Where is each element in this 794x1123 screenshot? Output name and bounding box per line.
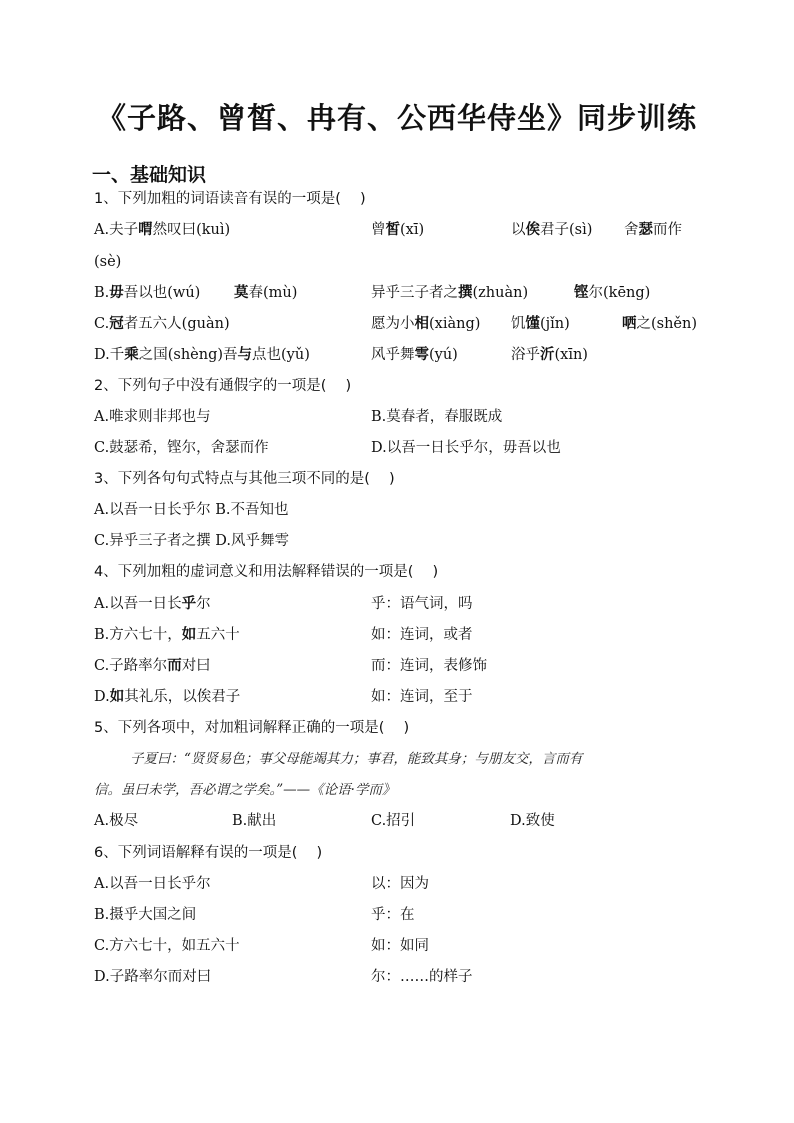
page-title: 《子路、曾皙、冉有、公西华侍坐》同步训练 bbox=[96, 101, 697, 135]
q5-passage-line-1: 子夏曰：“贤贤易色；事父母能竭其力；事君，能致其身；与朋友交，言而有 bbox=[130, 751, 583, 767]
q4-row-a bbox=[94, 591, 734, 617]
q1-option-c-item3: 饥馑(jǐn) bbox=[511, 315, 570, 332]
q5-option-d: D.致使 bbox=[510, 813, 555, 829]
q1-option-b-item2: 莫春(mù) bbox=[234, 284, 298, 301]
q3-option-ab: A.以吾一日长乎尔 B.不吾知也 bbox=[94, 502, 289, 518]
q2-row-ab bbox=[94, 404, 734, 430]
q4-row-c bbox=[94, 653, 734, 679]
q2-option-c: C.鼓瑟希，铿尔，舍瑟而作 bbox=[94, 440, 269, 456]
q1-row-a bbox=[94, 217, 734, 243]
q6-option-b: B.摄乎大国之间 bbox=[94, 907, 197, 923]
q1-option-d: D.千乘之国(shèng)吾与点也(yǔ) bbox=[94, 346, 310, 363]
q5-passage-line-2: 信。虽曰未学，吾必谓之学矣。”——《论语·学而》 bbox=[94, 782, 396, 798]
q1-option-c-item2: 愿为小相(xiàng) bbox=[371, 315, 481, 332]
q1-option-d-item2: 风乎舞雩(yú) bbox=[371, 346, 458, 363]
q1-option-a-item3: 以俟君子(sì) bbox=[511, 221, 593, 238]
q2-option-a: A.唯求则非邦也与 bbox=[94, 409, 211, 425]
q5-option-a: A.极尽 bbox=[94, 813, 139, 829]
q1-row-a-cont: (sè) bbox=[94, 254, 122, 270]
q6-option-a-note: 以：因为 bbox=[371, 876, 429, 892]
q2-row-cd bbox=[94, 435, 734, 461]
q6-row-a bbox=[94, 871, 734, 897]
q1-option-c-item4: 哂之(shěn) bbox=[622, 315, 698, 332]
q1-option-d-item3: 浴乎沂(xīn) bbox=[511, 346, 588, 363]
q4-option-a: A.以吾一日长乎尔 bbox=[94, 595, 211, 612]
question-3-stem: 3、下列各句句式特点与其他三项不同的是( ) bbox=[94, 471, 395, 487]
q4-option-b-note: 如：连词，或者 bbox=[371, 627, 473, 643]
question-1-stem: 1、下列加粗的词语读音有误的一项是( ) bbox=[94, 191, 366, 207]
q1-option-c: C.冠者五六人(guàn) bbox=[94, 315, 230, 332]
q6-option-d: D.子路率尔而对曰 bbox=[94, 969, 212, 985]
question-4-stem: 4、下列加粗的虚词意义和用法解释错误的一项是( ) bbox=[94, 564, 439, 580]
q1-option-b-item4: 铿尔(kēng) bbox=[574, 284, 651, 301]
q4-option-c: C.子路率尔而对曰 bbox=[94, 657, 211, 674]
question-2-stem: 2、下列句子中没有通假字的一项是( ) bbox=[94, 378, 352, 394]
q3-option-cd: C.异乎三子者之撰 D.风乎舞雩 bbox=[94, 533, 290, 549]
q4-option-b: B.方六七十，如五六十 bbox=[94, 626, 240, 643]
q6-option-b-note: 乎：在 bbox=[371, 907, 415, 923]
q4-option-d-note: 如：连词，至于 bbox=[371, 689, 473, 705]
q6-row-c bbox=[94, 933, 734, 959]
q6-option-d-note: 尔：……的样子 bbox=[371, 969, 473, 985]
q6-row-b bbox=[94, 902, 734, 928]
q1-row-d bbox=[94, 342, 734, 368]
q6-option-c: C.方六七十，如五六十 bbox=[94, 938, 240, 954]
q1-option-b-item3: 异乎三子者之撰(zhuàn) bbox=[371, 284, 529, 301]
section-heading: 一、基础知识 bbox=[92, 164, 207, 186]
q4-option-d: D.如其礼乐，以俟君子 bbox=[94, 688, 241, 705]
question-5-stem: 5、下列各项中，对加粗词解释正确的一项是( ) bbox=[94, 720, 410, 736]
q2-option-b: B.莫春者，春服既成 bbox=[371, 409, 503, 425]
q4-option-c-note: 而：连词，表修饰 bbox=[371, 658, 487, 674]
q6-option-a: A.以吾一日长乎尔 bbox=[94, 876, 211, 892]
q1-option-a-item2: 曾皙(xī) bbox=[371, 221, 425, 238]
q1-option-b: B.毋吾以也(wú) bbox=[94, 284, 201, 301]
q1-row-c bbox=[94, 311, 734, 337]
q4-row-d bbox=[94, 684, 734, 710]
q5-option-b: B.献出 bbox=[232, 813, 277, 829]
q5-options-row bbox=[94, 808, 734, 834]
question-6-stem: 6、下列词语解释有误的一项是( ) bbox=[94, 845, 323, 861]
q6-option-c-note: 如：如同 bbox=[371, 938, 429, 954]
q6-row-d bbox=[94, 964, 734, 990]
q4-row-b bbox=[94, 622, 734, 648]
q1-option-a: A.夫子喟然叹曰(kuì) bbox=[94, 221, 231, 238]
q1-option-a-item4: 舍瑟而作 bbox=[624, 221, 682, 238]
q1-row-b bbox=[94, 280, 734, 306]
q4-option-a-note: 乎：语气词，吗 bbox=[371, 596, 473, 612]
q2-option-d: D.以吾一日长乎尔，毋吾以也 bbox=[371, 440, 561, 456]
q5-option-c: C.招引 bbox=[371, 813, 416, 829]
